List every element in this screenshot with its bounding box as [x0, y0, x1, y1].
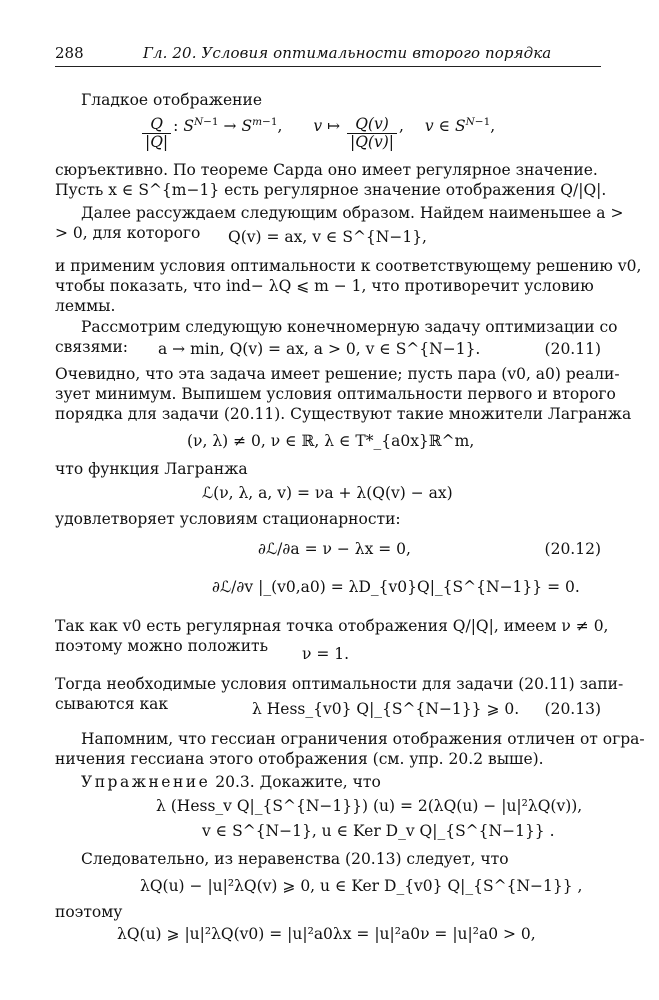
text-line: и применим условия оптимальности к соответствующему решению v0,: [55, 257, 642, 275]
text-line: поэтому можно положить: [55, 637, 269, 655]
equation-12: λQ(u) − |u|²λQ(v) ⩾ 0, u ∈ Ker D_{v0} Q|_{S^{N−1}} ,: [140, 877, 583, 895]
text-line: Гладкое отображение: [81, 91, 263, 109]
equation-5: ℒ(ν, λ, a, v) = νa + λ(Q(v) − ax): [202, 484, 453, 502]
equation-3: a → min, Q(v) = ax, a > 0, v ∈ S^{N−1}.: [158, 340, 481, 358]
text-line: Далее рассуждаем следующим образом. Найдем наименьшее a >: [81, 204, 624, 222]
equation-7: ∂ℒ/∂v |_(v0,a0) = λD_{v0}Q|_{S^{N−1}} = 0.: [212, 578, 580, 596]
exercise-label: Упражнение: [81, 773, 211, 791]
text-line: зует минимум. Выпишем условия оптимальности первого и второго: [55, 385, 616, 403]
text-line: Рассмотрим следующую конечномерную задачу оптимизации со: [81, 318, 618, 336]
equation-1: $\frac{Q}{|Q|}$ : $S^{N-1} \to S^{m-1}$, v ↦ $\frac{Q(v)}{|Q(v)|}$ , v ∈ $S^{N-1}$,: [140, 116, 495, 151]
text-line: Очевидно, что эта задача имеет решение; пусть пара (v0, a0) реали-: [55, 365, 620, 383]
running-header: [55, 44, 601, 67]
exercise-line: [81, 773, 381, 792]
text-line: удовлетворяет условиям стационарности:: [55, 510, 401, 528]
text-line: сюръективно. По теореме Сарда оно имеет регулярное значение.: [55, 161, 598, 179]
equation-2: Q(v) = ax, v ∈ S^{N−1},: [228, 228, 427, 246]
text-line: поэтому: [55, 903, 123, 921]
equation-number: (20.12): [544, 540, 601, 558]
text-line: что функция Лагранжа: [55, 460, 248, 478]
exercise-text: 20.3. Докажите, что: [215, 773, 381, 791]
text-line: Напомним, что гессиан ограничения отображения отличен от огра-: [81, 730, 645, 748]
text-line: Пусть x ∈ S^{m−1} есть регулярное значение отображения Q/|Q|.: [55, 181, 607, 199]
text-line: Тогда необходимые условия оптимальности для задачи (20.11) запи-: [55, 675, 624, 693]
equation-4: (ν, λ) ≠ 0, ν ∈ ℝ, λ ∈ T*_{a0x}ℝ^m,: [187, 432, 475, 450]
equation-9: λ Hess_{v0} Q|_{S^{N−1}} ⩾ 0.: [252, 700, 520, 718]
equation-13: λQ(u) ⩾ |u|²λQ(v0) = |u|²a0λx = |u|²a0ν = |u|²a0 > 0,: [117, 925, 536, 943]
equation-10: λ (Hess_v Q|_{S^{N−1}}) (u) = 2(λQ(u) − |u|²λQ(v)),: [156, 797, 583, 815]
text-line: связями:: [55, 338, 129, 356]
equation-11: v ∈ S^{N−1}, u ∈ Ker D_v Q|_{S^{N−1}} .: [202, 822, 555, 840]
text-line: Так как v0 есть регулярная точка отображения Q/|Q|, имеем ν ≠ 0,: [55, 617, 609, 635]
text-line: ничения гессиана этого отображения (см. упр. 20.2 выше).: [55, 750, 544, 768]
text-line: леммы.: [55, 297, 116, 315]
equation-6: ∂ℒ/∂a = ν − λx = 0,: [258, 540, 411, 558]
running-title: Гл. 20. Условия оптимальности второго порядка: [143, 44, 552, 62]
equation-number: (20.11): [544, 340, 601, 358]
text-line: > 0, для которого: [55, 224, 201, 242]
page-number: 288: [55, 44, 84, 62]
equation-number: (20.13): [544, 700, 601, 718]
text-line: порядка для задачи (20.11). Существуют такие множители Лагранжа: [55, 405, 632, 423]
equation-8: ν = 1.: [302, 645, 350, 663]
text-line: сываются как: [55, 695, 169, 713]
text-line: чтобы показать, что ind− λQ ⩽ m − 1, что противоречит условию: [55, 277, 594, 295]
text-line: Следовательно, из неравенства (20.13) следует, что: [81, 850, 509, 868]
